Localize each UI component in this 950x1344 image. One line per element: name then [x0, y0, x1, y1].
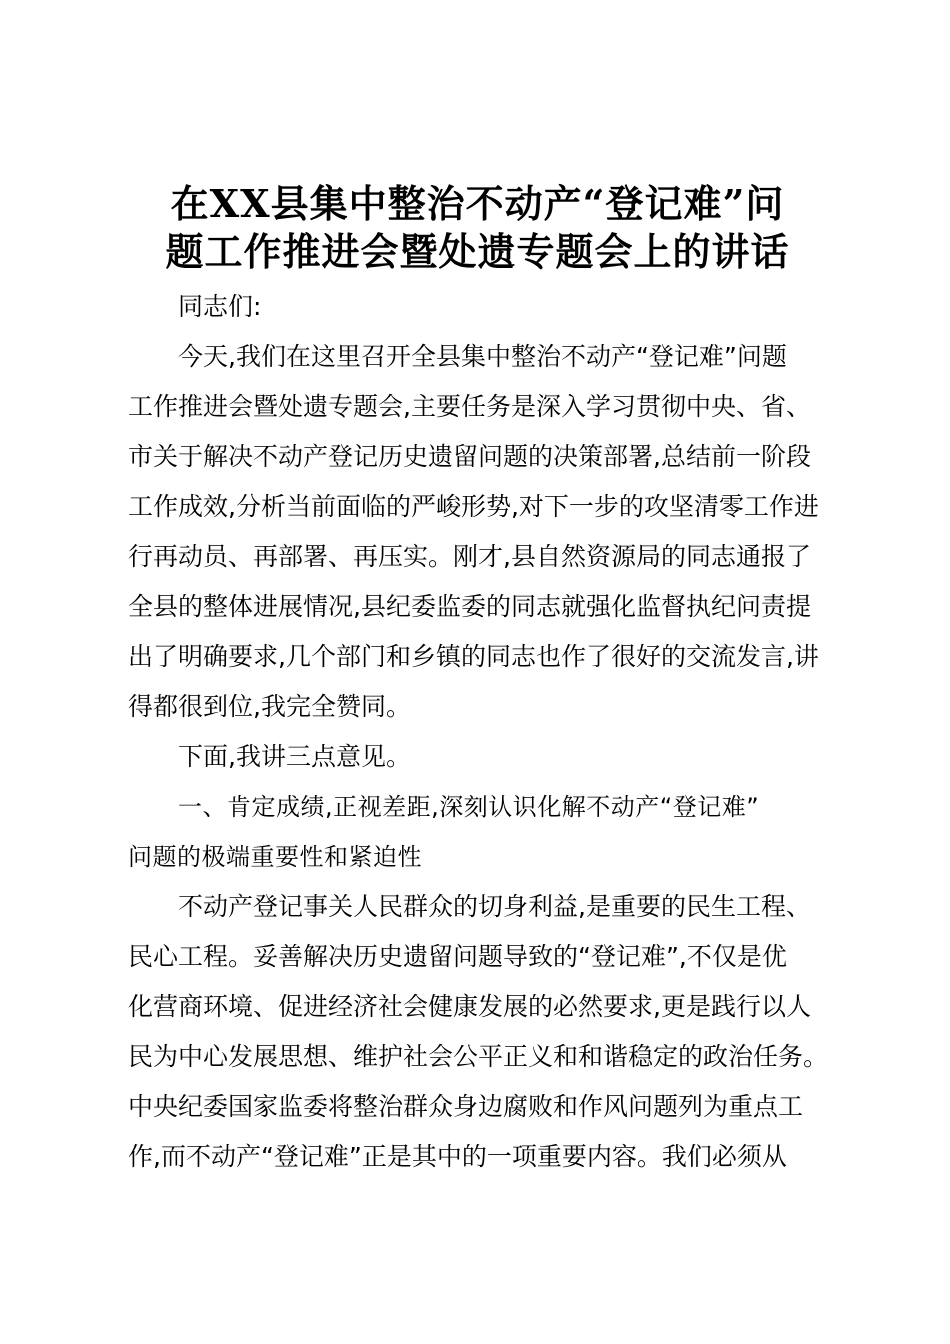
paragraph-line: 工作成效,分析当前面临的严峻形势,对下一步的攻坚清零工作进 — [128, 492, 819, 521]
paragraph-line: 今天,我们在这里召开全县集中整治不动产“登记难”问题 — [178, 342, 787, 371]
title-line-1: 在XX县集中整治不动产“登记难”问 — [170, 181, 785, 226]
paragraph-line: 中央纪委国家监委将整治群众身边腐败和作风问题列为重点工 — [128, 1092, 804, 1121]
document-body — [128, 282, 833, 1182]
paragraph-line: 民为中心发展思想、维护社会公平正义和和谐稳定的政治任务。 — [128, 1042, 829, 1071]
paragraph-line: 出了明确要求,几个部门和乡镇的同志也作了很好的交流发言,讲 — [128, 642, 819, 671]
section-1-paragraph — [128, 882, 833, 1182]
section-1-heading — [128, 782, 833, 882]
paragraph-line: 工作推进会暨处遗专题会,主要任务是深入学习贯彻中央、省、 — [128, 392, 811, 421]
paragraph-line: 行再动员、再部署、再压实。刚才,县自然资源局的同志通报了 — [128, 542, 811, 571]
salutation: 同志们: — [178, 292, 262, 321]
heading-line: 问题的极端重要性和紧迫性 — [128, 843, 422, 871]
paragraph-line: 得都很到位,我完全赞同。 — [128, 692, 411, 721]
heading-line: 一、肯定成绩,正视差距,深刻认识化解不动产“登记难” — [178, 793, 760, 821]
paragraph-line: 不动产登记事关人民群众的切身利益,是重要的民生工程、 — [178, 892, 811, 921]
title-line-2: 题工作推进会暨处遗专题会上的讲话 — [165, 229, 790, 274]
paragraph-line: 化营商环境、促进经济社会健康发展的必然要求,更是践行以人 — [128, 992, 811, 1021]
paragraph-line: 市关于解决不动产登记历史遗留问题的决策部署,总结前一阶段 — [128, 442, 811, 471]
transition-paragraph — [128, 732, 833, 782]
salutation-paragraph — [128, 282, 833, 332]
paragraph-line: 作,而不动产“登记难”正是其中的一项重要内容。我们必须从 — [128, 1142, 787, 1171]
document-title — [125, 180, 830, 276]
paragraph-line: 全县的整体进展情况,县纪委监委的同志就强化监督执纪问责提 — [128, 592, 811, 621]
opening-paragraph — [128, 332, 833, 732]
paragraph-line: 下面,我讲三点意见。 — [178, 742, 411, 771]
paragraph-line: 民心工程。妥善解决历史遗留问题导致的“登记难”,不仅是优 — [128, 942, 787, 971]
